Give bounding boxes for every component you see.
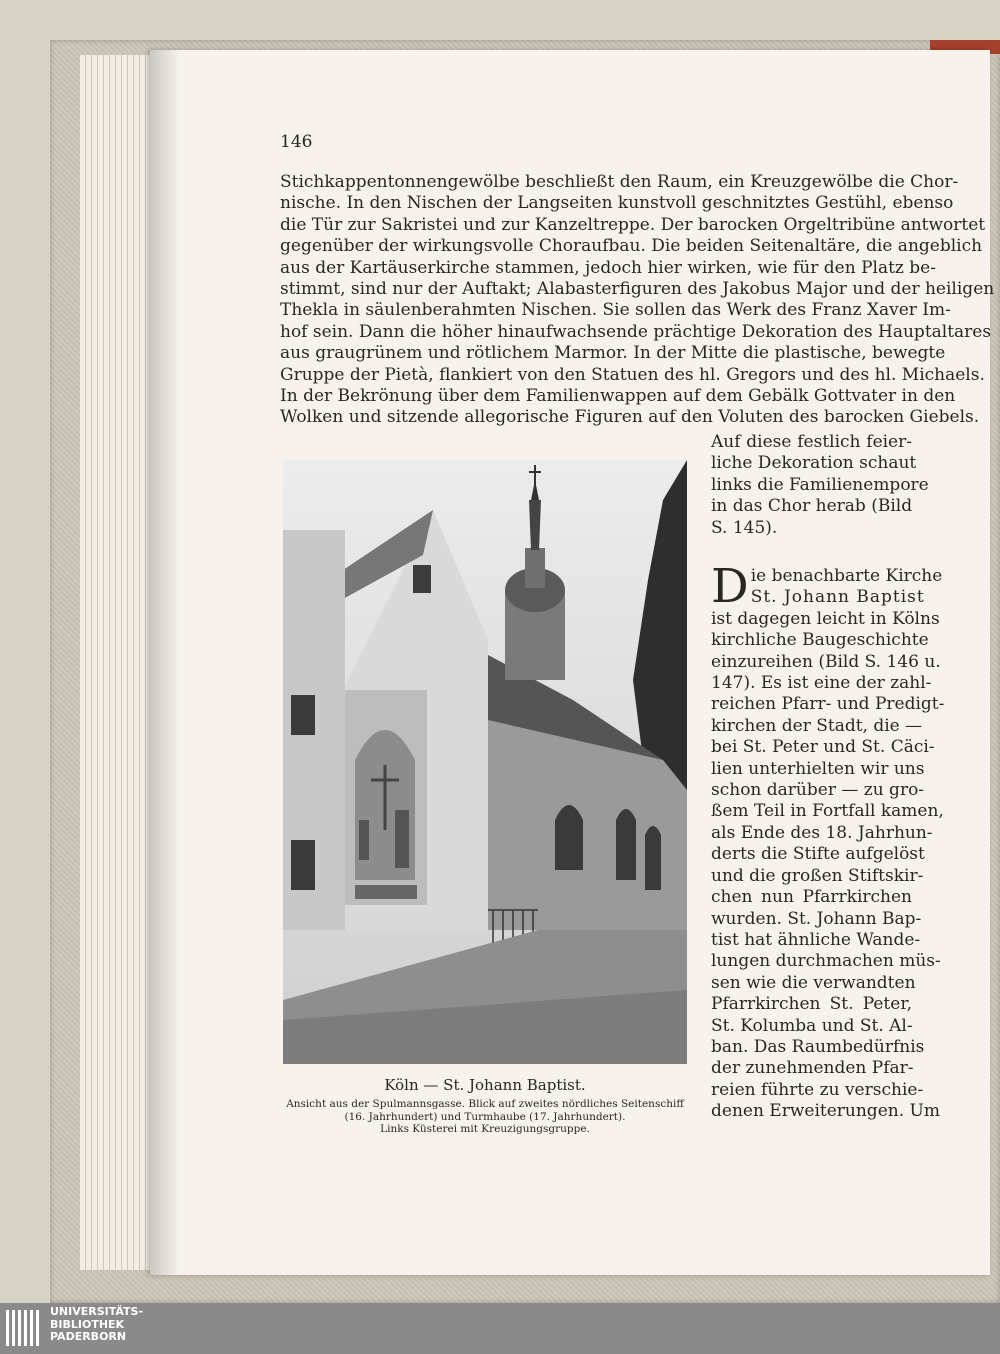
text-line: lungen durchmachen müs-: [711, 951, 941, 972]
text-line: 147). Es ist eine der zahl-: [711, 673, 932, 694]
side-column-paragraph-1: [711, 432, 929, 539]
text-line: schon darüber — zu gro-: [711, 780, 925, 801]
page-number: 146: [280, 132, 313, 152]
library-name-line: UNIVERSITÄTS-: [50, 1305, 144, 1318]
page-gutter-shadow: [150, 50, 180, 1275]
text-line: ist dagegen leicht in Kölns: [711, 608, 940, 629]
text-line: kirchliche Baugeschichte: [711, 630, 929, 651]
text-line: aus graugrünem und rötlichem Marmor. In der Mitte die plastische, bewegte: [280, 343, 946, 364]
text-line: St. Kolumba und St. Al-: [711, 1015, 913, 1036]
text-line: St. Johann Baptist: [750, 587, 925, 608]
text-line: der zunehmenden Pfar-: [711, 1058, 914, 1079]
caption-line: (16. Jahrhundert) und Turmhaube (17. Jahrhundert).: [344, 1110, 626, 1123]
text-line: und die großen Stiftskir-: [711, 865, 924, 886]
text-line: gegenüber der wirkungsvolle Choraufbau. Die beiden Seitenaltäre, die angeblich: [280, 236, 983, 257]
library-name-line: BIBLIOTHEK: [50, 1317, 125, 1331]
text-line: Auf diese festlich feier-: [711, 432, 912, 452]
church-photo: [283, 460, 687, 1064]
text-line: wurden. St. Johann Bap-: [711, 908, 922, 929]
text-line: tist hat ähnliche Wande-: [711, 929, 921, 950]
text-line: In der Bekrönung über dem Familienwappen auf dem Gebälk Gottvater in den: [280, 386, 956, 407]
text-line: die Tür zur Sakristei und zur Kanzeltreppe. Der barocken Orgeltribüne antwortet: [280, 214, 986, 235]
text-line: Pfarrkirchen St. Peter,: [711, 994, 912, 1015]
drop-cap: D: [711, 559, 749, 614]
text-line: denen Erweiterungen. Um: [711, 1101, 940, 1122]
caption-title: Köln — St. Johann Baptist.: [384, 1076, 586, 1094]
text-line: S. 145).: [711, 517, 778, 538]
library-name: [50, 1306, 143, 1344]
text-line: kirchen der Stadt, die —: [711, 715, 923, 736]
text-line: chen nun Pfarrkirchen: [711, 887, 912, 908]
side-column-paragraph-2: [711, 559, 945, 1123]
body-paragraph-top: [280, 172, 995, 429]
text-line: Stichkappentonnengewölbe beschließt den Raum, ein Kreuzgewölbe die Chor-: [280, 172, 959, 192]
text-line: sen wie die verwandten: [711, 972, 916, 993]
text-line: aus der Kartäuserkirche stammen, jedoch hier wirken, wie für den Platz be-: [280, 257, 936, 278]
text-line: stimmt, sind nur der Auftakt; Alabasterfiguren des Jakobus Major und der heiligen: [280, 279, 995, 300]
library-name-line: PADERBORN: [50, 1330, 127, 1343]
text-line: nische. In den Nischen der Langseiten kunstvoll geschnitztes Gestühl, ebenso: [280, 193, 954, 214]
text-line: links die Familienempore: [711, 474, 929, 495]
text-line: ie benachbarte Kirche: [750, 566, 943, 586]
text-line: Wolken und sitzende allegorische Figuren auf den Voluten des barocken Giebels.: [280, 407, 980, 428]
text-line: hof sein. Dann die höher hinaufwachsende prächtige Dekoration des Hauptaltares: [280, 321, 992, 342]
text-line: reien führte zu verschie-: [711, 1079, 924, 1100]
text-line: in das Chor herab (Bild: [711, 496, 913, 517]
page-edges: [80, 55, 161, 1270]
library-logo-icon: [4, 1306, 44, 1350]
text-line: reichen Pfarr- und Predigt-: [711, 694, 945, 715]
footer-bar: [0, 1303, 1000, 1354]
text-line: lien unterhielten wir uns: [711, 758, 925, 779]
text-line: Gruppe der Pietà, flankiert von den Statuen des hl. Gregors und des hl. Michaels.: [280, 364, 985, 385]
text-line: als Ende des 18. Jahrhun-: [711, 822, 933, 843]
text-line: einzureihen (Bild S. 146 u.: [711, 651, 941, 672]
caption-line: Links Küsterei mit Kreuzigungsgruppe.: [380, 1123, 590, 1135]
caption-line: Ansicht aus der Spulmannsgasse. Blick auf zweites nördliches Seitenschiff: [286, 1098, 684, 1110]
text-line: derts die Stifte aufgelöst: [711, 844, 925, 865]
caption-text: [283, 1098, 687, 1136]
text-line: ban. Das Raumbedürfnis: [711, 1036, 925, 1057]
text-line: bei St. Peter und St. Cäci-: [711, 737, 935, 758]
text-line: Thekla in säulenberahmten Nischen. Sie sollen das Werk des Franz Xaver Im-: [280, 300, 951, 321]
text-line: liche Dekoration schaut: [711, 453, 917, 474]
text-line: ßem Teil in Fortfall kamen,: [711, 801, 944, 822]
